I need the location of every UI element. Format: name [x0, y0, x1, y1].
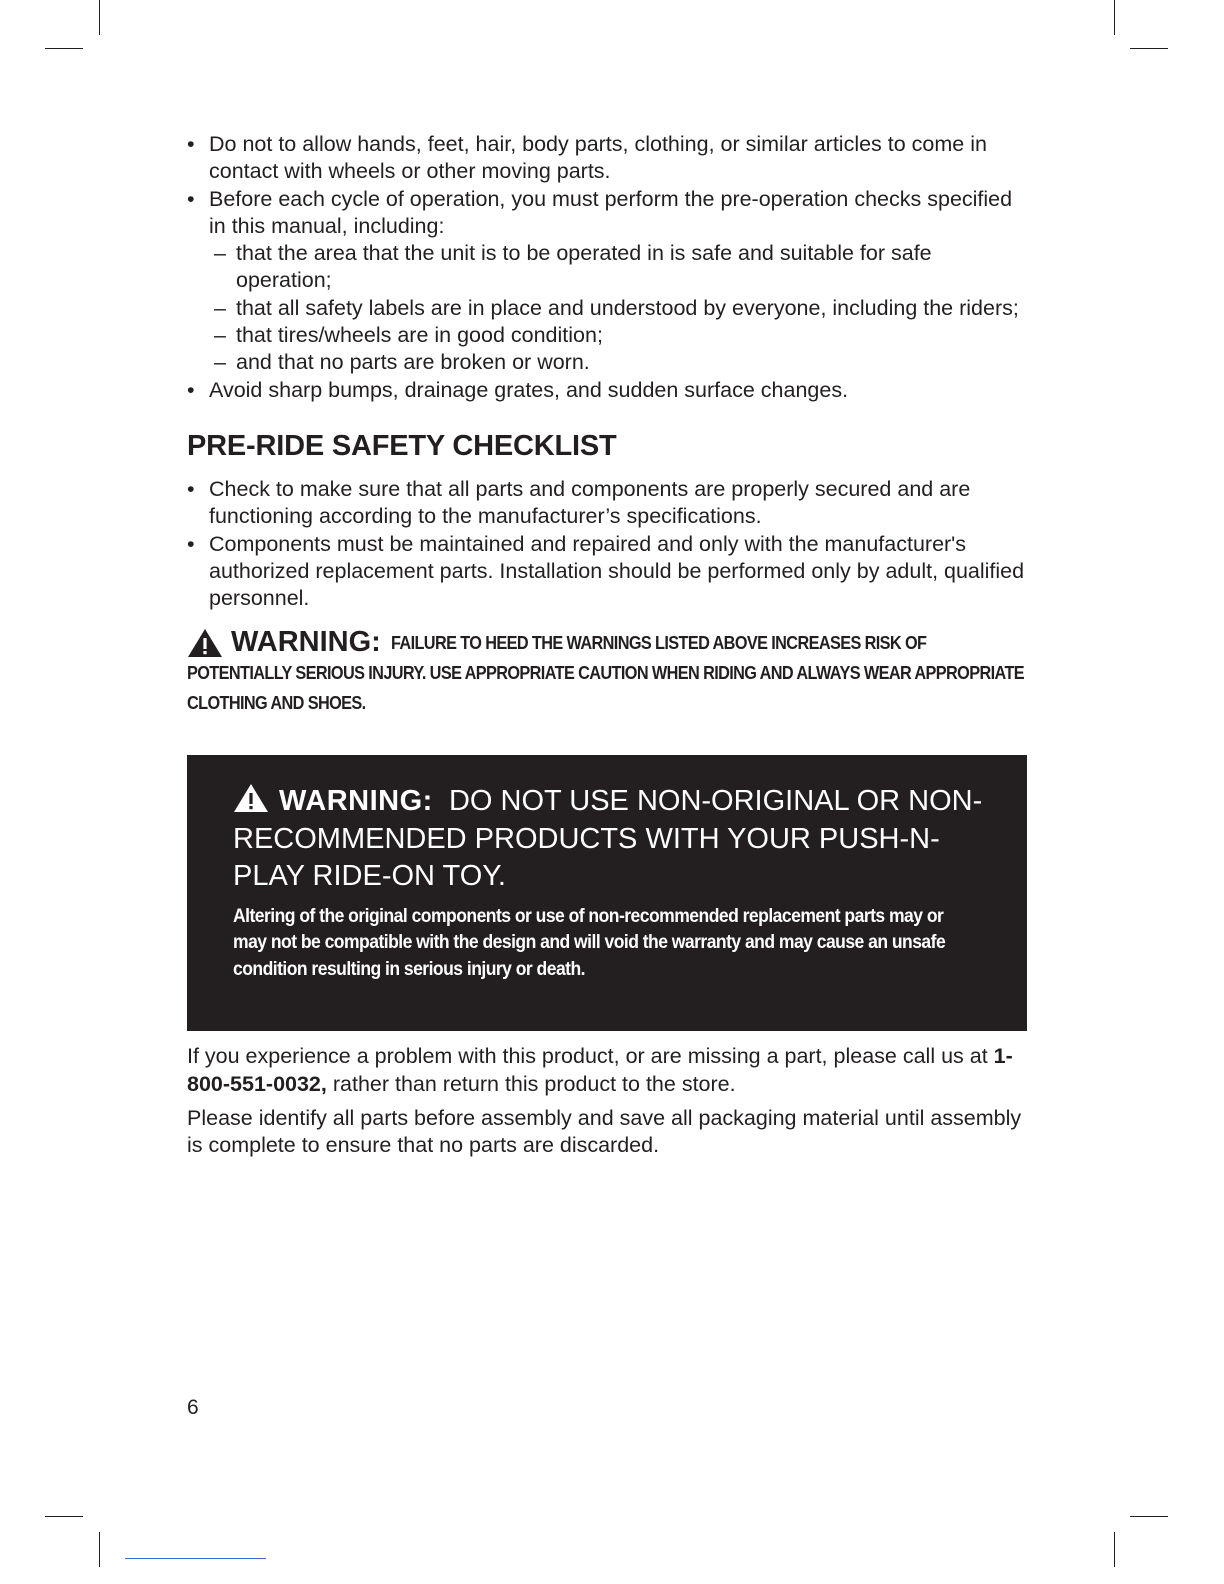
list-item: • Before each cycle of operation, you must perform the pre-operation checks specified in this manual, including: – that the area that the unit is to be operated in is safe and suitable for safe operation; – that all safety labels are in place and understood by everyone, including the riders; – that tires/wheels are in good condition; – and that no parts are broken or worn.: [187, 186, 1027, 377]
sub-list-item: – that tires/wheels are in good condition;: [214, 322, 1027, 349]
contact-paragraph: If you experience a problem with this product, or are missing a part, please call us at 1-800-551-0032, rather than return this product to the store.: [187, 1044, 1013, 1096]
warning-box: [187, 755, 1027, 1031]
checklist-list: [187, 476, 1027, 612]
warning-box-body: Altering of the original components or use of non-recommended replacement parts may or may not be compatible with the design and will void the warranty and may cause an unsafe condition resulting in serious injury or death.: [233, 904, 946, 980]
sub-list-item: – that all safety labels are in place and understood by everyone, including the riders;: [214, 295, 1027, 322]
safety-list: [187, 131, 1027, 404]
list-item: • Components must be maintained and repaired and only with the manufacturer's authorized replacement parts. Installation should be performed only by adult, qualified personnel.: [187, 531, 1027, 613]
warning-label: WARNING:: [231, 626, 381, 659]
footer-rule: [125, 1558, 266, 1559]
crop-mark: [1114, 0, 1115, 35]
warning-notice: [187, 626, 1027, 718]
warning-triangle-icon: [233, 783, 269, 813]
crop-mark: [45, 1516, 83, 1517]
crop-mark: [99, 0, 100, 35]
assembly-note: Please identify all parts before assembly and save all packaging material until assembly is complete to ensure that no parts are discarded.: [187, 1106, 1022, 1158]
list-item: • Check to make sure that all parts and components are properly secured and are functioning according to the manufacturer’s specifications.: [187, 476, 1027, 531]
warning-triangle-icon: [187, 628, 223, 658]
crop-mark: [99, 1532, 100, 1567]
checklist-title: PRE-RIDE SAFETY CHECKLIST: [187, 429, 617, 462]
page-content: [187, 131, 1027, 1160]
sub-list-item: – that the area that the unit is to be operated in is safe and suitable for safe operation;: [214, 240, 1027, 295]
warning-box-heading-text: DO NOT USE NON-ORIGINAL OR NON-RECOMMENDED PRODUCTS WITH YOUR PUSH-N-PLAY RIDE-ON TOY.: [233, 785, 983, 893]
crop-mark: [1114, 1532, 1115, 1567]
sub-list-item: – and that no parts are broken or worn.: [214, 349, 1027, 376]
warning-box-label: WARNING:: [279, 785, 433, 818]
list-item: • Do not to allow hands, feet, hair, body parts, clothing, or similar articles to come in contact with wheels or other moving parts.: [187, 131, 1027, 186]
page-number: 6: [187, 1396, 199, 1419]
warning-text-line1: FAILURE TO HEED THE WARNINGS LISTED ABOVE INCREASES RISK OF: [390, 632, 927, 654]
list-item: • Avoid sharp bumps, drainage grates, and sudden surface changes.: [187, 377, 1027, 404]
crop-mark: [45, 48, 83, 49]
crop-mark: [1130, 48, 1168, 49]
phone-number: 1-800-551-0032,: [187, 1044, 1013, 1096]
warning-box-heading: [233, 783, 987, 896]
crop-mark: [1130, 1516, 1168, 1517]
warning-text: POTENTIALLY SERIOUS INJURY. USE APPROPRIATE CAUTION WHEN RIDING AND ALWAYS WEAR APPROPRIATE CLOTHING AND SHOES.: [187, 662, 1025, 714]
pre-operation-checks-list: [209, 240, 1027, 376]
